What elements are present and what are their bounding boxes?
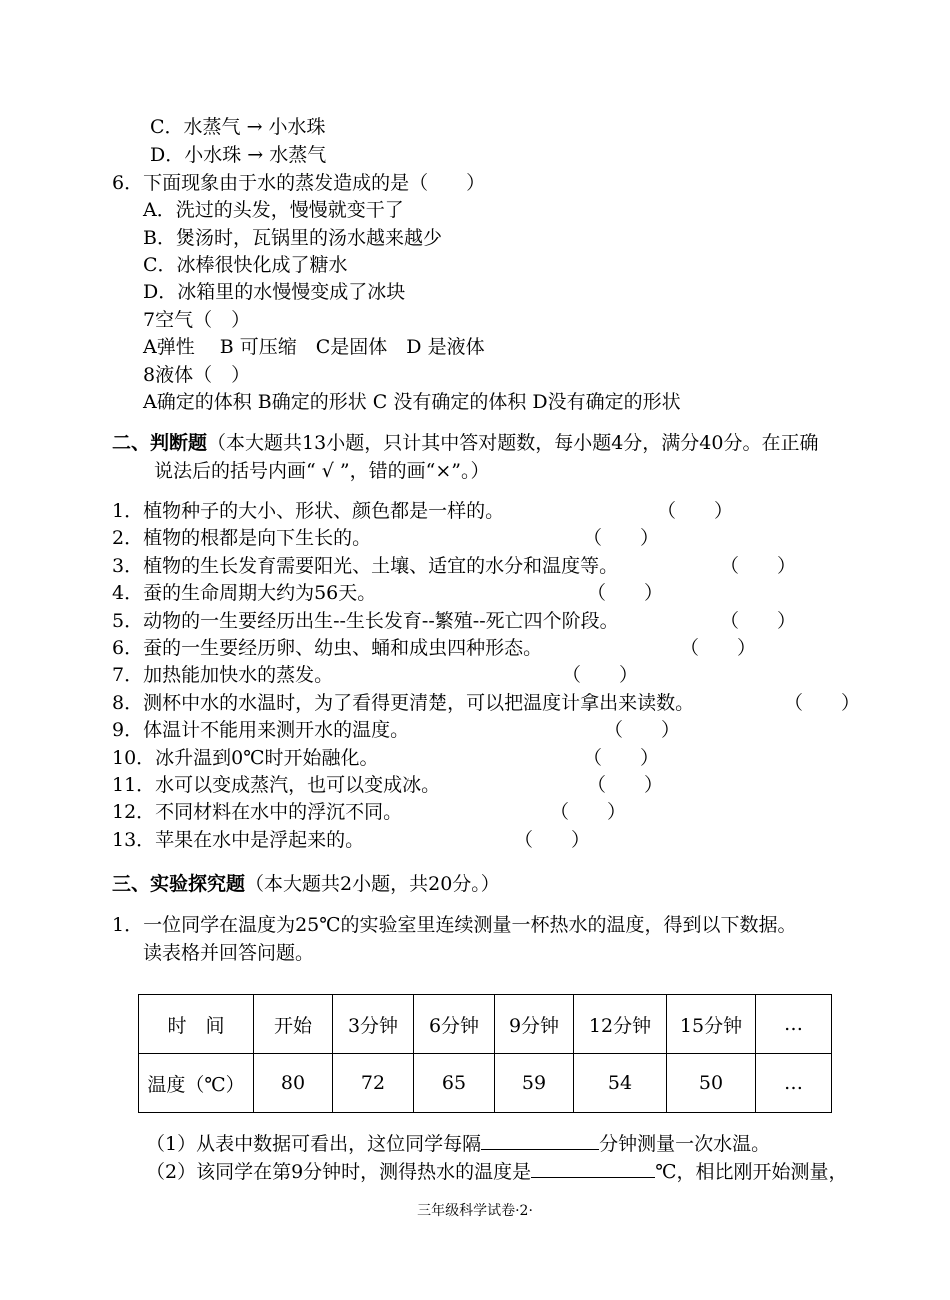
sub-question-1-tail: 分钟测量一次水温。 bbox=[599, 1133, 771, 1155]
judgment-item: 12．不同材料在水中的浮沉不同。 bbox=[112, 801, 403, 824]
table-cell: 开始 bbox=[254, 995, 333, 1054]
q6-option-b: B．煲汤时，瓦锅里的汤水越来越少 bbox=[143, 227, 442, 249]
q7-options: A弹性 B 可压缩 C是固体 D 是液体 bbox=[143, 336, 485, 358]
sub-question-1 bbox=[146, 1130, 770, 1157]
section3-q1-line2: 读表格并回答问题。 bbox=[143, 942, 315, 964]
table-data-row bbox=[139, 1054, 832, 1113]
section3-desc: （本大题共2小题，共20分。） bbox=[245, 873, 500, 895]
judgment-item: 8．测杯中水的水温时，为了看得更清楚，可以把温度计拿出来读数。 bbox=[112, 691, 695, 714]
judgment-item: 7．加热能加快水的蒸发。 bbox=[112, 664, 334, 687]
judgment-item: 6．蚕的一生要经历卵、幼虫、蛹和成虫四种形态。 bbox=[112, 637, 543, 659]
table-cell: 时 间 bbox=[139, 995, 254, 1054]
q8-stem: 8液体（ ） bbox=[143, 364, 251, 386]
temperature-table bbox=[138, 994, 832, 1113]
table-cell: 72 bbox=[333, 1054, 414, 1113]
table-cell: 3分钟 bbox=[333, 995, 414, 1054]
answer-blank-1[interactable] bbox=[481, 1130, 599, 1150]
table-cell: 15分钟 bbox=[667, 995, 756, 1054]
judgment-item: 13．苹果在水中是浮起来的。 bbox=[112, 828, 365, 851]
answer-bracket[interactable]: （ ） bbox=[587, 774, 664, 796]
sub-question-2 bbox=[146, 1158, 847, 1185]
table-cell: 温度（℃） bbox=[139, 1054, 254, 1113]
answer-bracket[interactable]: （ ） bbox=[657, 500, 734, 522]
answer-bracket[interactable]: （ ） bbox=[784, 691, 861, 714]
judgment-item: 9．体温计不能用来测开水的温度。 bbox=[112, 719, 410, 742]
judgment-item: 4．蚕的生命周期大约为56天。 bbox=[112, 582, 377, 605]
judgment-item: 3．植物的生长发育需要阳光、土壤、适宜的水分和温度等。 bbox=[112, 554, 619, 577]
q6-option-a: A．洗过的头发，慢慢就变干了 bbox=[143, 199, 404, 221]
table-cell: 65 bbox=[414, 1054, 495, 1113]
judgment-item: 5．动物的一生要经历出生--生长发育--繁殖--死亡四个阶段。 bbox=[112, 609, 619, 632]
q7-stem: 7空气（ ） bbox=[143, 309, 251, 331]
choice-option-d: D．小水珠 → 水蒸气 bbox=[150, 144, 327, 166]
q6-option-d: D．冰箱里的水慢慢变成了冰块 bbox=[143, 281, 406, 303]
table-cell: … bbox=[756, 995, 832, 1054]
table-header-row bbox=[139, 995, 832, 1054]
answer-bracket[interactable]: （ ） bbox=[587, 582, 664, 605]
answer-bracket[interactable]: （ ） bbox=[720, 609, 797, 632]
table-cell: 9分钟 bbox=[495, 995, 574, 1054]
answer-bracket[interactable]: （ ） bbox=[680, 637, 757, 659]
q6-option-c: C．冰棒很快化成了糖水 bbox=[143, 254, 348, 276]
choice-option-c: C．水蒸气 → 小水珠 bbox=[150, 116, 326, 138]
judgment-item: 11．水可以变成蒸汽，也可以变成冰。 bbox=[112, 774, 441, 796]
answer-bracket[interactable]: （ ） bbox=[583, 746, 660, 769]
answer-bracket[interactable]: （ ） bbox=[720, 554, 797, 577]
table-cell: 50 bbox=[667, 1054, 756, 1113]
sub-question-1-text: （1）从表中数据可看出，这位同学每隔 bbox=[146, 1133, 482, 1155]
answer-blank-2[interactable] bbox=[531, 1158, 655, 1178]
section2-desc-line1: （本大题共13小题，只计其中答对题数，每小题4分，满分40分。在正确 bbox=[207, 432, 819, 454]
section3-title: 三、实验探究题 bbox=[112, 873, 246, 895]
section2-title: 二、判断题 bbox=[112, 432, 208, 454]
section3-q1-line1: 1．一位同学在温度为25℃的实验室里连续测量一杯热水的温度，得到以下数据。 bbox=[112, 914, 797, 936]
table-cell: … bbox=[756, 1054, 832, 1113]
sub-question-2-text: （2）该同学在第9分钟时，测得热水的温度是 bbox=[146, 1161, 532, 1183]
page-footer: 三年级科学试卷·2· bbox=[417, 1203, 533, 1219]
answer-bracket[interactable]: （ ） bbox=[550, 801, 627, 824]
section2-desc-line2: 说法后的括号内画“ √ ”，错的画“×”。） bbox=[154, 460, 490, 482]
table-cell: 80 bbox=[254, 1054, 333, 1113]
q6-stem: 6．下面现象由于水的蒸发造成的是（ ） bbox=[112, 172, 486, 194]
table-cell: 6分钟 bbox=[414, 995, 495, 1054]
table-cell: 54 bbox=[574, 1054, 667, 1113]
judgment-item: 1．植物种子的大小、形状、颜色都是一样的。 bbox=[112, 500, 505, 522]
answer-bracket[interactable]: （ ） bbox=[583, 527, 660, 550]
table-cell: 59 bbox=[495, 1054, 574, 1113]
section3-heading bbox=[112, 870, 500, 898]
q8-options: A确定的体积 B确定的形状 C 没有确定的体积 D没有确定的形状 bbox=[143, 391, 681, 413]
answer-bracket[interactable]: （ ） bbox=[514, 828, 591, 851]
table-cell: 12分钟 bbox=[574, 995, 667, 1054]
judgment-item: 2．植物的根都是向下生长的。 bbox=[112, 527, 372, 550]
section2-heading bbox=[112, 429, 818, 457]
judgment-item: 10．冰升温到0℃时开始融化。 bbox=[112, 746, 379, 769]
answer-bracket[interactable]: （ ） bbox=[604, 719, 681, 742]
sub-question-2-tail: ℃，相比刚开始测量， bbox=[655, 1161, 848, 1183]
answer-bracket[interactable]: （ ） bbox=[562, 664, 639, 687]
